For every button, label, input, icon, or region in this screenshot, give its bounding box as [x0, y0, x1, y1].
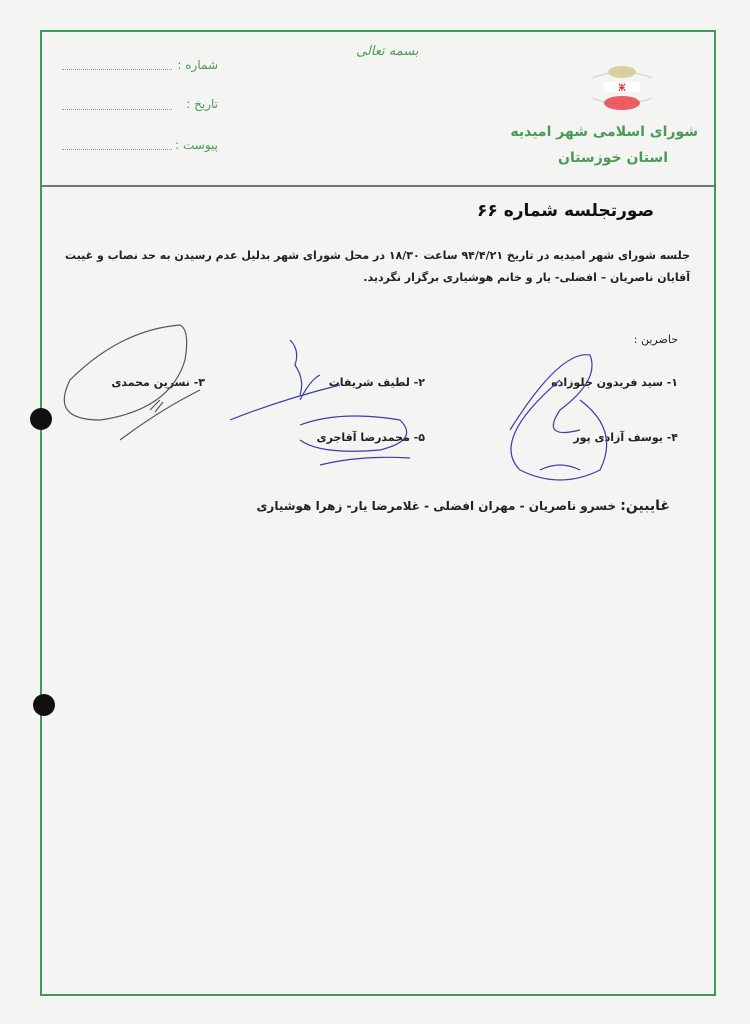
attendee-1: ۱- سید فریدون جلوزاده	[551, 376, 678, 389]
basmala: بسمه تعالی	[356, 44, 419, 59]
paragraph-line-1: جلسه شورای شهر امیدیه در تاریخ ۹۴/۴/۲۱ ساعت ۱۸/۳۰ در محل شورای شهر بدلیل عدم رسیدن به حد نصاب و غیبت	[65, 249, 690, 262]
attendee-2: ۲- لطیف شریفات	[328, 376, 425, 389]
attendee-5: ۵- محمدرضا آقاجری	[316, 431, 425, 444]
absentees-list: خسرو ناصریان - مهران افضلی - غلامرضا یار- زهرا هوشیاری	[256, 499, 617, 513]
punch-hole	[33, 694, 55, 716]
date-field-label: تاریخ :	[186, 97, 218, 111]
emblem-logo	[586, 58, 658, 113]
absentees-label: غایبین:	[620, 498, 670, 514]
document-title: صورتجلسه شماره ۶۶	[477, 201, 654, 221]
paragraph-line-2: آقایان ناصریان – افضلی- یار و خانم هوشیاری برگزار نگردید.	[363, 271, 690, 284]
attendee-4: ۴- یوسف آزادی پور	[573, 431, 678, 444]
header-divider	[40, 185, 716, 187]
number-field	[62, 68, 172, 70]
svg-text:ⵥ: ⵥ	[618, 83, 626, 94]
attendees-label: حاضرین :	[633, 333, 678, 346]
punch-hole	[30, 408, 52, 430]
attachment-field	[62, 148, 172, 150]
absentees-row	[256, 498, 670, 514]
province-name: استان خوزستان	[558, 150, 668, 166]
attachment-field-label: پیوست :	[175, 138, 218, 152]
number-field-label: شماره :	[177, 58, 218, 72]
attendee-3: ۳- نسرین محمدی	[111, 376, 205, 389]
date-field	[62, 108, 172, 110]
org-name: شورای اسلامی شهر امیدیه	[510, 124, 698, 140]
